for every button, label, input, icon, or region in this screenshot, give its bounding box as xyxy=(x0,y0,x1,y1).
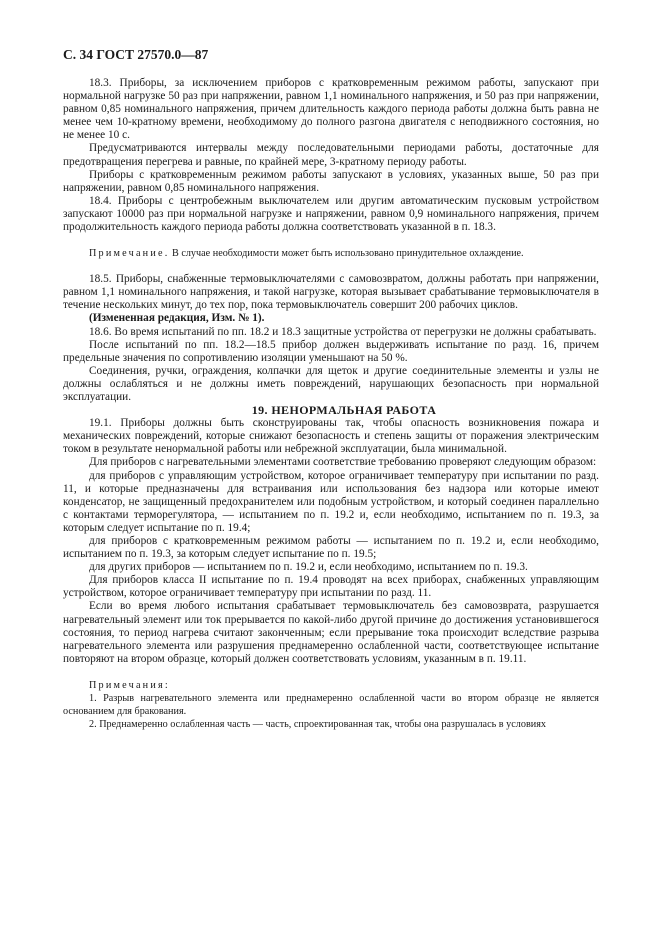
paragraph-19-1: 19.1. Приборы должны быть сконструированы так, чтобы опасность возникновения пожара и механических повреждений, которые снижают безопасность и степень защиты от поражения электрическим током в результате ненормальной работы или небрежной эксплуатации, была минимальной. xyxy=(63,417,599,456)
paragraph-18-3-short-mode: Приборы с кратковременным режимом работы запускают в условиях, указанных выше, 50 раз при напряжении, равном 0,85 номинального напряжения. xyxy=(63,168,599,194)
note-1: 1. Разрыв нагревательного элемента или преднамеренно ослабленной части во втором образце не является основанием для бракования. xyxy=(63,692,599,717)
paragraph-19-1-other: для других приборов — испытанием по п. 19.2 и, если необходимо, испытанием по п. 19.3. xyxy=(89,561,528,574)
paragraph-18-5: 18.5. Приборы, снабженные термовыключателями с самовозвратом, должны работать при напряжении, равном 1,1 номинального напряжения, и такой нагрузке, которая вызывает срабатывание термовыключателя в течение нескольких минут, до тех пор, пока термовыключатель совершит 200 рабочих циклов. xyxy=(63,273,599,312)
note-text: В случае необходимости может быть использовано принудительное охлаждение. xyxy=(169,248,524,260)
note-2: 2. Преднамеренно ослабленная часть — часть, спроектированная так, чтобы она разрушалась в условиях xyxy=(89,718,546,730)
paragraph-18-3: 18.3. Приборы, за исключением приборов с кратковременным режимом работы, запускают при нормальной нагрузке 50 раз при напряжении, равном 1,1 номинального напряжения, и 50 раз при напряжении, равном 0,85 номинального напряжения, причем длительность каждого периода работы должна быть равна не менее чем 10-кратному времени, необходимому до полного разгона двигателя с неподвижного состояния, но не менее 10 с. xyxy=(63,77,599,142)
paragraph-18-6-connections: Соединения, ручки, ограждения, колпачки для щеток и другие соединительные элементы и узлы не должны ослабляться и не должны иметь повреждений, нарушающих безопасность при нормальной эксплуатации. xyxy=(63,364,599,403)
paragraph-19-1-thermal-switch: Если во время любого испытания срабатывает термовыключатель без самовозврата, разрушается нагревательный элемент или ток прерывается по какой-либо другой причине до достижения установившегося состояния, то период нагрева считают законченным; если прерывание тока происходит вследствие разрыва нагревательного элемента или разрушения преднамеренно ослабленной части, соответствующее испытание повторяют на втором образце, который должен соответствовать условиям, указанным в п. 19.11. xyxy=(63,600,599,665)
paragraph-19-1-control-device: для приборов с управляющим устройством, которое ограничивает температуру при испытании по разд. 11, и которые предназначены для встраивания или использования без надзора или которые имеют конденсатор, не защищенный предохранителем или подобным устройством, и который соединен параллельно с контактами терморегулятора, — испытанием по п. 19.2 и, если необходимо, испытанием по п. 19.3, за которым следует испытание по п. 19.4; xyxy=(63,469,599,534)
paragraph-18-4: 18.4. Приборы с центробежным выключателем или другим автоматическим пусковым устройством запускают 10000 раз при нормальной нагрузке и напряжении, равном 0,9 номинального напряжения, причем продолжительность каждого периода работы должна соответствовать указанной в п. 18.3. xyxy=(63,194,599,234)
paragraph-19-1-short-mode: для приборов с кратковременным режимом работы — испытанием по п. 19.2 и, если необходимо, испытанием по п. 19.3, за которым следует испытание по п. 19.5; xyxy=(63,535,599,561)
paragraph-18-6-after-tests: После испытаний по пп. 18.2—18.5 прибор должен выдерживать испытание по разд. 16, причем предельные значения по сопротивлению изоляции уменьшают на 50 %. xyxy=(63,338,599,364)
note-cooling xyxy=(63,247,599,260)
notes-label: Примечания: xyxy=(89,679,170,691)
document-body xyxy=(63,77,599,731)
note-label: Примечание. xyxy=(89,248,170,260)
page-header: С. 34 ГОСТ 27570.0—87 xyxy=(63,47,209,62)
paragraph-19-1-heating: Для приборов с нагревательными элементами соответствие требованию проверяют следующим образом: xyxy=(89,456,597,469)
paragraph-18-6: 18.6. Во время испытаний по пп. 18.2 и 18.3 защитные устройства от перегрузки не должны срабатывать. xyxy=(89,325,597,338)
paragraph-19-1-class-2: Для приборов класса II испытание по п. 19.4 проводят на всех приборах, снабженных управляющим устройством, которое ограничивает температуру при испытании по разд. 11. xyxy=(63,574,599,600)
section-title: 19. НЕНОРМАЛЬНАЯ РАБОТА xyxy=(251,403,437,418)
revision-note: (Измененная редакция, Изм. № 1). xyxy=(89,312,265,325)
paragraph-18-3-intervals: Предусматриваются интервалы между последовательными периодами работы, достаточные для предотвращения перегрева и равные, по крайней мере, 3-кратному периоду работы. xyxy=(63,142,599,168)
